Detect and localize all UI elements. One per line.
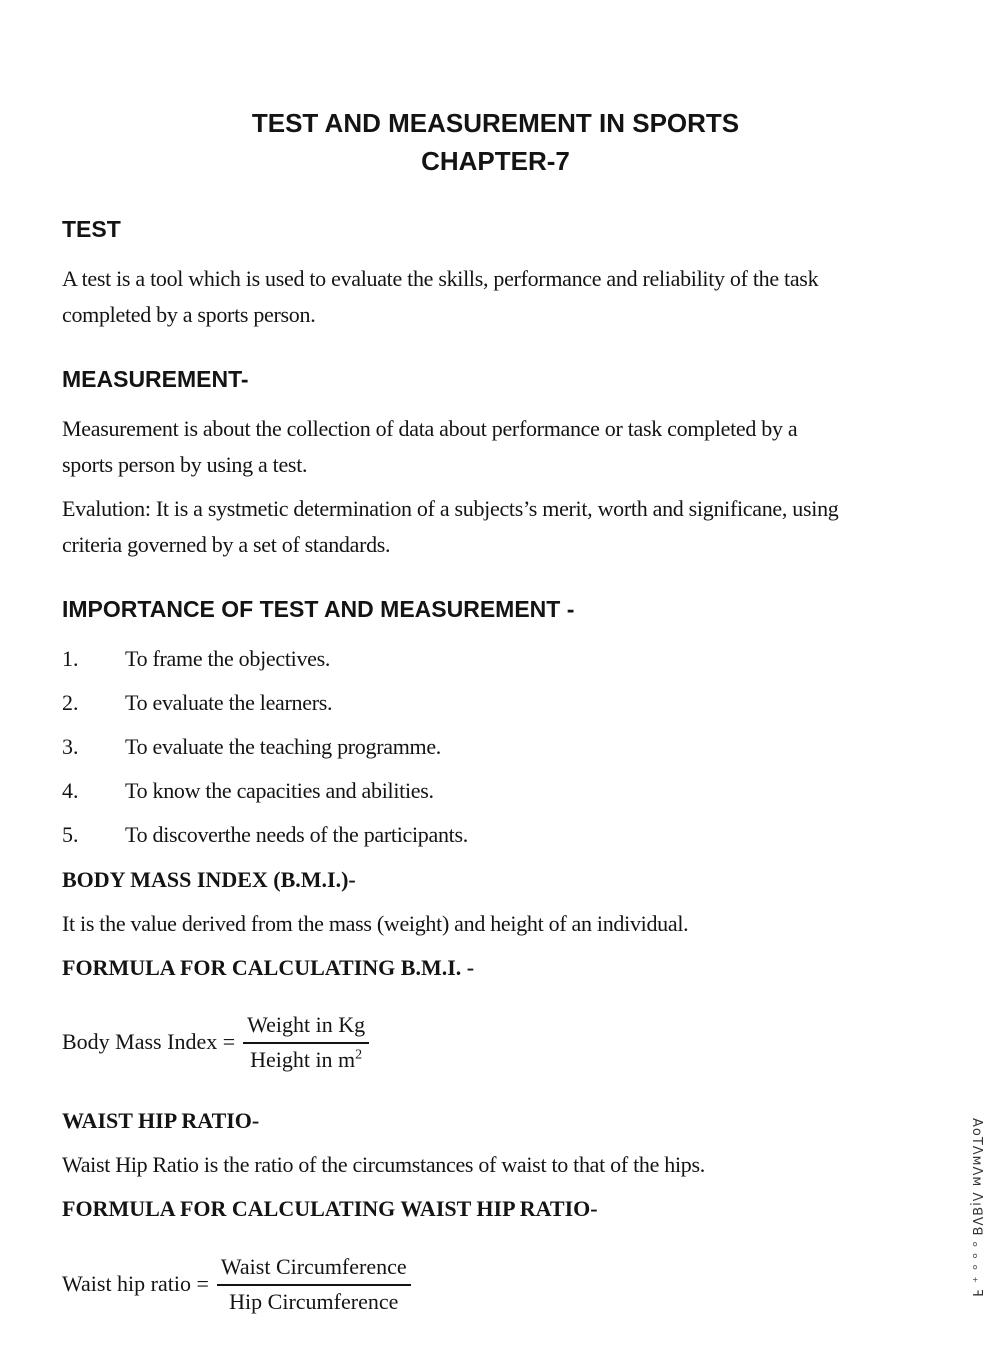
side-watermark: AᴏTɅᴍɅᴍ ɅᴉꓭVꓭ ₒ ₒ ₒ ₊ ꟻ [969,1118,984,1298]
list-item-number: 3. [62,734,79,759]
evaluation-definition-line1: Evalution: It is a systmetic determination of a subjects’s merit, worth and significane, using [62,496,839,521]
list-item: To frame the objectives. [125,646,331,671]
chapter-label: CHAPTER-7 [421,146,570,176]
list-item: To know the capacities and abilities. [125,778,434,803]
list-item-number: 4. [62,778,79,803]
bmi-definition: It is the value derived from the mass (weight) and height of an individual. [62,911,689,936]
evaluation-definition-line2: criteria governed by a set of standards. [62,532,391,557]
list-item-number: 2. [62,690,79,715]
fraction-bar [217,1284,411,1286]
bmi-formula-heading: FORMULA FOR CALCULATING B.M.I. - [62,955,475,980]
bmi-fraction [243,1012,369,1073]
whr-formula [62,1254,411,1315]
list-item-number: 1. [62,646,79,671]
measurement-definition-line1: Measurement is about the collection of data about performance or task completed by a [62,416,798,441]
whr-numerator: Waist Circumference [220,1254,407,1279]
whr-formula-lhs: Waist hip ratio = [62,1271,209,1297]
bmi-denominator: Height in m [250,1046,356,1072]
measurement-definition-line2: sports person by using a test. [62,452,308,477]
test-definition-line2: completed by a sports person. [62,302,316,327]
list-item: To evaluate the teaching programme. [125,734,441,759]
whr-heading: WAIST HIP RATIO- [62,1108,260,1133]
fraction-bar [243,1042,369,1044]
whr-fraction [217,1254,411,1315]
list-item-number: 5. [62,822,79,847]
importance-heading: IMPORTANCE OF TEST AND MEASUREMENT - [62,596,575,622]
test-heading: TEST [62,216,121,242]
measurement-heading: MEASUREMENT- [62,366,249,392]
bmi-heading: BODY MASS INDEX (B.M.I.)- [62,867,356,892]
page-title: TEST AND MEASUREMENT IN SPORTS [251,108,740,138]
bmi-formula-lhs: Body Mass Index = [62,1029,236,1055]
list-item: To discoverthe needs of the participants. [125,822,468,847]
whr-denominator: Hip Circumference [229,1288,399,1314]
list-item: To evaluate the learners. [125,690,333,715]
bmi-formula [62,1012,369,1073]
bmi-numerator: Weight in Kg [247,1012,366,1037]
whr-definition: Waist Hip Ratio is the ratio of the circumstances of waist to that of the hips. [62,1152,705,1177]
test-definition-line1: A test is a tool which is used to evaluate the skills, performance and reliability of the task [62,266,819,291]
whr-formula-heading: FORMULA FOR CALCULATING WAIST HIP RATIO- [62,1196,598,1221]
bmi-denominator-wrap [246,1047,366,1073]
bmi-exponent: 2 [355,1047,363,1063]
